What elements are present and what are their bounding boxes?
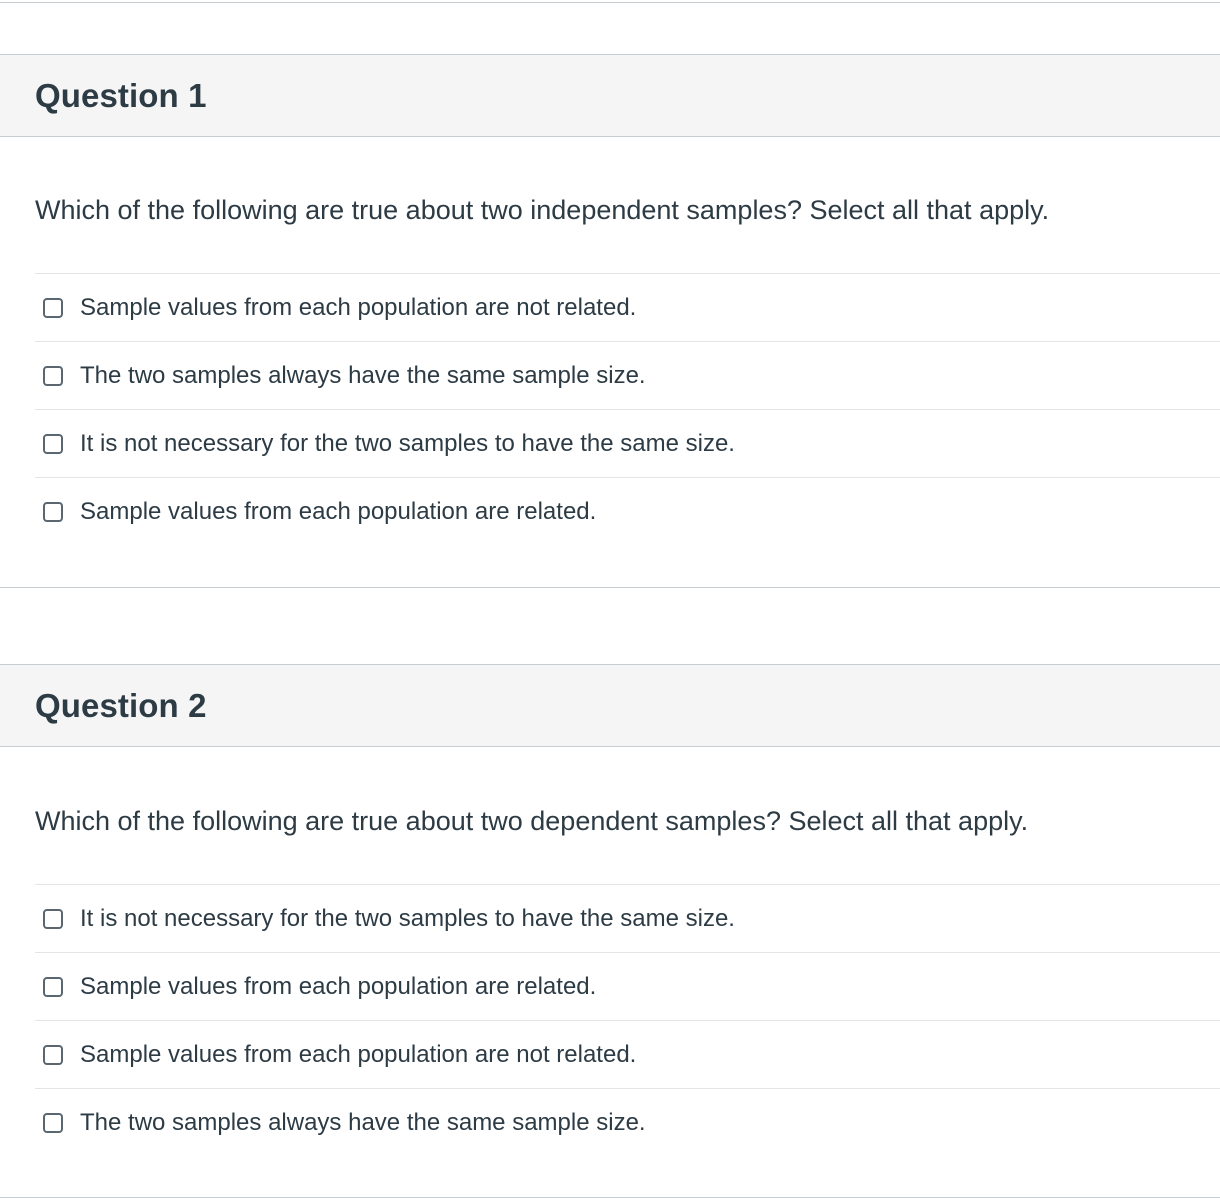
checkbox-icon[interactable] (43, 1045, 63, 1065)
question-header (0, 54, 1220, 137)
answer-label: It is not necessary for the two samples to have the same size. (80, 429, 735, 457)
question-prompt: Which of the following are true about two dependent samples? Select all that apply. (35, 806, 1029, 836)
answer-label: Sample values from each population are not related. (80, 293, 637, 321)
checkbox-icon[interactable] (43, 909, 63, 929)
question-1 (0, 54, 1220, 588)
answer-label: Sample values from each population are related. (80, 972, 597, 1000)
answer-label: It is not necessary for the two samples to have the same size. (80, 904, 735, 932)
question-title: Question 1 (35, 76, 207, 114)
answer-option[interactable] (35, 885, 1220, 953)
question-text (0, 137, 1220, 226)
answer-list (35, 884, 1220, 1157)
answer-label: The two samples always have the same sample size. (80, 361, 646, 389)
checkbox-icon[interactable] (43, 502, 63, 522)
top-divider (0, 2, 1220, 3)
answer-label: Sample values from each population are not related. (80, 1040, 637, 1068)
answer-option[interactable] (35, 953, 1220, 1021)
answer-option[interactable] (35, 274, 1220, 342)
answer-option[interactable] (35, 410, 1220, 478)
answer-label: Sample values from each population are related. (80, 498, 597, 525)
question-prompt: Which of the following are true about two independent samples? Select all that apply. (35, 195, 1050, 225)
answer-option[interactable] (35, 1089, 1220, 1157)
checkbox-icon[interactable] (43, 298, 63, 318)
question-header (0, 664, 1220, 747)
checkbox-icon[interactable] (43, 434, 63, 454)
answer-list (35, 273, 1220, 546)
answer-option[interactable] (35, 1021, 1220, 1089)
answer-label: The two samples always have the same sample size. (80, 1109, 646, 1136)
question-text (0, 747, 1220, 837)
question-2 (0, 664, 1220, 1198)
checkbox-icon[interactable] (43, 366, 63, 386)
question-title: Question 2 (35, 686, 207, 724)
answer-option[interactable] (35, 342, 1220, 410)
answer-option[interactable] (35, 478, 1220, 546)
checkbox-icon[interactable] (43, 1113, 63, 1133)
checkbox-icon[interactable] (43, 977, 63, 997)
